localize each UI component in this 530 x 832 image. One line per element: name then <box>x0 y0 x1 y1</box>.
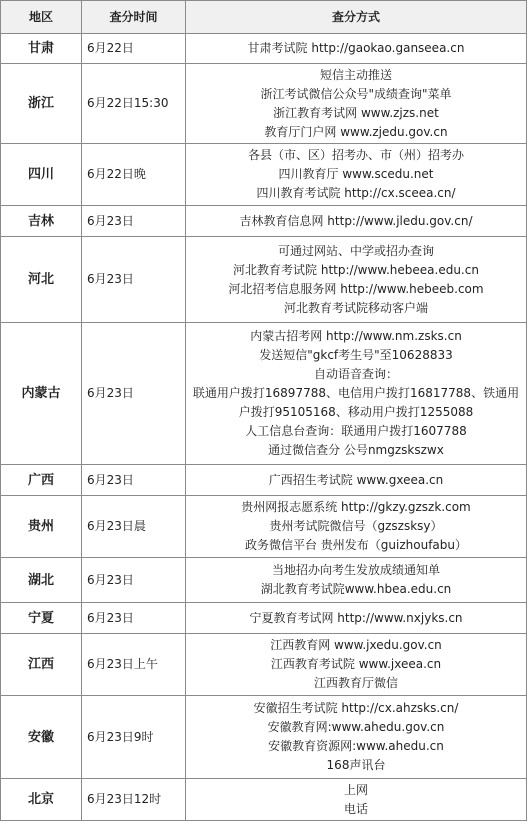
method-cell <box>186 144 527 206</box>
method-line: 江西教育网 www.jxedu.gov.cn <box>270 638 442 652</box>
time-cell: 6月22日晚 <box>82 144 186 206</box>
time-cell: 6月23日上午 <box>82 634 186 696</box>
method-line: 发送短信"gkcf考生号"至10628833 <box>259 348 453 362</box>
method-cell <box>186 465 527 496</box>
region-cell: 浙江 <box>1 64 82 144</box>
method-line: 甘肃考试院 http://gaokao.ganseea.cn <box>247 41 465 55</box>
region-cell: 贵州 <box>1 496 82 558</box>
table-row <box>1 603 527 634</box>
table-row <box>1 558 527 603</box>
table-row <box>1 34 527 64</box>
method-line: 联通用户拨打16897788、电信用户拨打16817788、铁通用 <box>192 386 520 400</box>
method-line: 安徽教育网:www.ahedu.gov.cn <box>267 720 445 734</box>
region-cell: 甘肃 <box>1 34 82 64</box>
table-row <box>1 144 527 206</box>
method-cell <box>186 496 527 558</box>
table-row <box>1 465 527 496</box>
region-cell: 湖北 <box>1 558 82 603</box>
region-cell: 吉林 <box>1 206 82 237</box>
header-row <box>1 1 527 34</box>
region-cell: 宁夏 <box>1 603 82 634</box>
header-method: 查分方式 <box>186 1 527 34</box>
method-line: 安徽招生考试院 http://cx.ahzsks.cn/ <box>253 701 459 715</box>
time-cell: 6月23日 <box>82 558 186 603</box>
method-line: 可通过网站、中学或招办查询 <box>277 243 434 258</box>
header-region: 地区 <box>1 1 82 34</box>
method-line: 教育厅门户网 www.zjedu.gov.cn <box>264 124 448 139</box>
method-line: 河北教育考试院 http://www.hebeea.edu.cn <box>233 262 479 277</box>
region-cell: 江西 <box>1 634 82 696</box>
method-line: 浙江教育考试网 www.zjzs.net <box>273 105 439 120</box>
table-row <box>1 696 527 779</box>
method-line: 四川教育厅 www.scedu.net <box>278 167 434 181</box>
method-line: 上网 <box>343 782 368 797</box>
method-line: 宁夏教育考试网 http://www.nxjyks.cn <box>249 610 463 625</box>
time-cell: 6月22日 <box>82 34 186 64</box>
method-line: 各县（市、区）招考办、市（州）招考办 <box>247 148 464 162</box>
method-line: 短信主动推送 <box>319 67 392 82</box>
method-line: 168声讯台 <box>326 758 386 772</box>
method-line: 河北招考信息服务网 http://www.hebeeb.com <box>228 281 484 296</box>
table-row <box>1 496 527 558</box>
region-cell: 河北 <box>1 237 82 323</box>
method-line: 人工信息台查询：联通用户拨打1607788 <box>245 424 467 438</box>
method-line: 自动语音查询： <box>313 367 398 381</box>
table-row <box>1 206 527 237</box>
method-cell <box>186 64 527 144</box>
time-cell: 6月23日9时 <box>82 696 186 779</box>
method-cell <box>186 779 527 821</box>
time-cell: 6月23日 <box>82 465 186 496</box>
method-cell <box>186 34 527 64</box>
method-line: 户拨打95105168、移动用户拨打1255088 <box>238 405 474 419</box>
method-line: 政务微信平台 贵州发布（guizhoufabu） <box>244 538 468 552</box>
table-row <box>1 323 527 465</box>
method-line: 吉林教育信息网 http://www.jledu.gov.cn/ <box>239 213 473 228</box>
time-cell: 6月23日 <box>82 206 186 237</box>
time-cell: 6月23日 <box>82 237 186 323</box>
time-cell: 6月22日15:30 <box>82 64 186 144</box>
method-line: 贵州网报志愿系统 http://gkzy.gzszk.com <box>241 500 471 514</box>
region-cell: 广西 <box>1 465 82 496</box>
method-cell <box>186 237 527 323</box>
time-cell: 6月23日12时 <box>82 779 186 821</box>
method-line: 浙江考试微信公众号"成绩查询"菜单 <box>260 86 452 101</box>
time-cell: 6月23日 <box>82 323 186 465</box>
method-line: 贵州考试院微信号（gzszsksy） <box>269 519 443 533</box>
method-line: 江西教育考试院 www.jxeea.cn <box>270 657 442 671</box>
method-line: 湖北教育考试院www.hbea.edu.cn <box>260 582 452 596</box>
region-cell: 北京 <box>1 779 82 821</box>
method-cell <box>186 558 527 603</box>
method-line: 电话 <box>343 801 368 816</box>
header-time: 查分时间 <box>82 1 186 34</box>
time-cell: 6月23日晨 <box>82 496 186 558</box>
method-cell <box>186 323 527 465</box>
method-line: 安徽教育资源网:www.ahedu.cn <box>268 739 444 753</box>
method-cell <box>186 696 527 779</box>
method-line: 广西招生考试院 www.gxeea.cn <box>268 472 444 487</box>
region-cell: 内蒙古 <box>1 323 82 465</box>
method-line: 通过微信查分 公号nmgzskszwx <box>268 443 444 457</box>
method-line: 四川教育考试院 http://cx.sceea.cn/ <box>256 186 456 200</box>
table-row <box>1 779 527 821</box>
table-row <box>1 64 527 144</box>
region-cell: 安徽 <box>1 696 82 779</box>
method-cell <box>186 206 527 237</box>
time-cell: 6月23日 <box>82 603 186 634</box>
method-line: 江西教育厅微信 <box>313 676 398 690</box>
method-line: 河北教育考试院移动客户端 <box>283 300 428 315</box>
region-cell: 四川 <box>1 144 82 206</box>
method-cell <box>186 603 527 634</box>
method-line: 当地招办向考生发放成绩通知单 <box>271 563 440 577</box>
table-row <box>1 237 527 323</box>
method-line: 内蒙古招考网 http://www.nm.zsks.cn <box>250 329 462 343</box>
table-row <box>1 634 527 696</box>
method-cell <box>186 634 527 696</box>
